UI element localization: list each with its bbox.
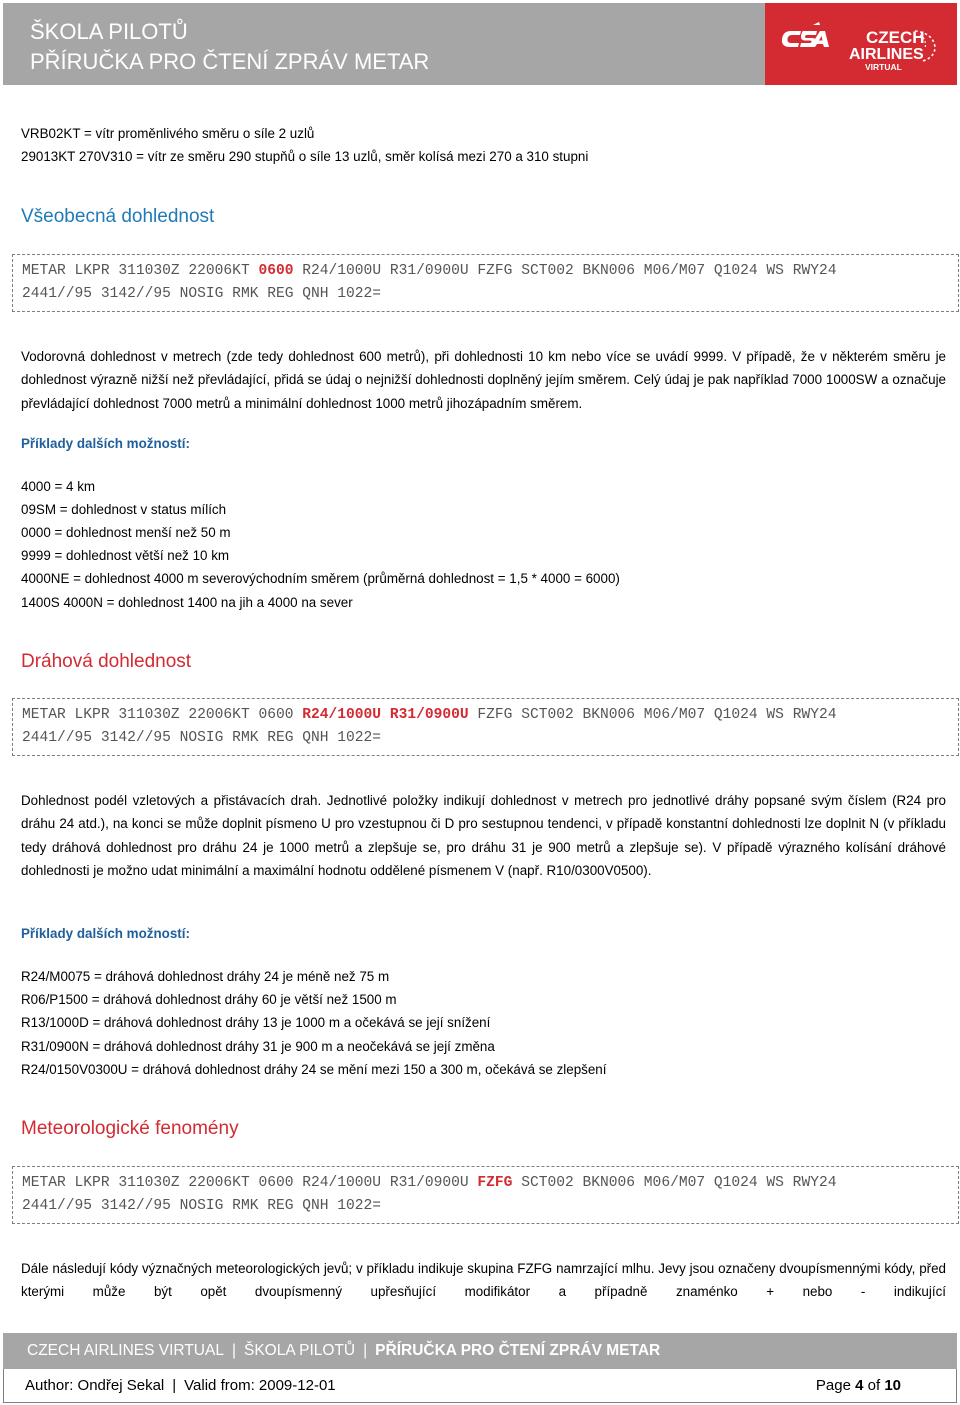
examples-label-visibility: Příklady dalších možností: <box>21 436 190 451</box>
metar-segment: METAR LKPR 311030Z 22006KT 0600 <box>22 707 303 723</box>
section-heading-weather-phenomena: Meteorologické fenomény <box>21 1118 239 1139</box>
logo-word-czech: CZECH <box>866 28 925 47</box>
metar-example-box-visibility <box>12 254 959 312</box>
footer-separator: | <box>363 1342 368 1359</box>
runway-visibility-explanation: Dohlednost podél vzletových a přistávacích drah. Jednotlivé položky indikují dohlednost v metrech pro jednotlivé dráhy popsané svým číslem (R24 pro dráhu 24 atd.), na konci se může doplnit písmeno U pro vzestupnou či D pro sestupnou tendenci, v případě konstantní dohlednosti lze doplnit N (v příkladu tedy dráhová dohlednost pro dráhu 24 je 1000 metrů a zlepšuje se, pro dráhu 31 je 900 metrů a zlepšuje se). V případě výrazného kolísání dráhové dohlednosti je možno udat minimální a maximální hodnotu oddělené písmenem V (např. R10/0300V0500). <box>21 793 946 878</box>
footer-breadcrumb <box>27 1342 660 1360</box>
page-of: of <box>867 1377 881 1394</box>
metar-line-2: 2441//95 3142//95 NOSIG RMK REG QNH 1022= <box>22 730 382 746</box>
metar-segment: R24/1000U R31/0900U FZFG SCT002 BKN006 M06/M07 Q1024 WS RWY24 <box>293 263 837 279</box>
page-number <box>816 1377 901 1394</box>
czech-airlines-virtual-logo <box>765 3 957 85</box>
runway-example: R24/0150V0300U = dráhová dohlednost dráhy 24 se mění mezi 150 a 300 m, očekává se zlepšení <box>21 1062 607 1077</box>
footer-nav-item: ŠKOLA PILOTŮ <box>244 1342 356 1359</box>
metar-line-1 <box>22 1175 836 1191</box>
footer-nav-current: PŘÍRUČKA PRO ČTENÍ ZPRÁV METAR <box>375 1342 661 1359</box>
intro-line-vrb: VRB02KT = vítr proměnlivého směru o síle 2 uzlů <box>21 126 315 141</box>
metar-segment: METAR LKPR 311030Z 22006KT 0600 R24/1000U R31/0900U <box>22 1175 478 1191</box>
section-heading-runway-visibility: Dráhová dohlednost <box>21 651 192 672</box>
metar-segment: METAR LKPR 311030Z 22006KT <box>22 263 259 279</box>
visibility-example: 4000 = 4 km <box>21 479 96 494</box>
metar-line-1 <box>22 263 836 279</box>
logo-word-virtual: VIRTUAL <box>865 62 902 72</box>
metar-line-2: 2441//95 3142//95 NOSIG RMK REG QNH 1022= <box>22 1198 382 1214</box>
intro-line-variable-wind: 29013KT 270V310 = vítr ze směru 290 stupňů o síle 13 uzlů, směr kolísá mezi 270 a 310 stupni <box>21 149 589 164</box>
metar-segment: SCT002 BKN006 M06/M07 Q1024 WS RWY24 <box>512 1175 837 1191</box>
runway-example: R31/0900N = dráhová dohlednost dráhy 31 je 900 m a neočekává se její změna <box>21 1039 495 1054</box>
footer-separator: | <box>172 1377 177 1394</box>
footer-nav-item: CZECH AIRLINES VIRTUAL <box>27 1342 224 1359</box>
logo-graphic <box>765 3 957 85</box>
metar-example-box-phenomena <box>12 1166 959 1224</box>
footer-author: Author: Ondřej Sekal <box>25 1377 165 1394</box>
metar-line-1 <box>22 707 836 723</box>
visibility-example: 1400S 4000N = dohlednost 1400 na jih a 4000 na sever <box>21 595 353 610</box>
runway-example: R24/M0075 = dráhová dohlednost dráhy 24 je méně než 75 m <box>21 969 390 984</box>
metar-example-box-runway <box>12 698 959 756</box>
footer-info-bar <box>3 1369 957 1403</box>
header-title-line1: ŠKOLA PILOTŮ <box>30 19 188 44</box>
metar-line-2: 2441//95 3142//95 NOSIG RMK REG QNH 1022= <box>22 286 382 302</box>
visibility-example: 4000NE = dohlednost 4000 m severovýchodním směrem (průměrná dohlednost = 1,5 * 4000 = 6000) <box>21 571 620 586</box>
runway-example: R13/1000D = dráhová dohlednost dráhy 13 je 1000 m a očekává se její snížení <box>21 1015 491 1030</box>
header-title-line2: PŘÍRUČKA PRO ČTENÍ ZPRÁV METAR <box>30 49 430 74</box>
runway-example: R06/P1500 = dráhová dohlednost dráhy 60 je větší než 1500 m <box>21 992 397 1007</box>
metar-segment: FZFG SCT002 BKN006 M06/M07 Q1024 WS RWY24 <box>468 707 837 723</box>
metar-highlight: R24/1000U R31/0900U <box>302 707 469 723</box>
visibility-example: 0000 = dohlednost menší než 50 m <box>21 525 231 540</box>
weather-phenomena-explanation: Dále následují kódy význačných meteorologických jevů; v příkladu indikuje skupina FZFG namrzající mlhu. Jevy jsou označeny dvoupísmennými kódy, před kterými může být opět dvoupísmenný upřesňující modifikátor a případně znaménko + nebo - indikující <box>21 1261 946 1300</box>
section-heading-general-visibility: Všeobecná dohlednost <box>21 206 215 227</box>
page-current: 4 <box>855 1377 864 1394</box>
footer-navigation-bar <box>3 1333 957 1369</box>
visibility-example: 09SM = dohlednost v status mílích <box>21 502 227 517</box>
visibility-example: 9999 = dohlednost větší než 10 km <box>21 548 230 563</box>
visibility-explanation: Vodorovná dohlednost v metrech (zde tedy dohlednost 600 metrů), při dohlednosti 10 km nebo více se uvádí 9999. V případě, že v některém směru je dohlednost výrazně nižší než převládající, přidá se údaj o nejnižší dohlednosti doplněný jejím směrem. Celý údaj je pak například 7000 1000SW a označuje převládající dohlednost 7000 metrů a minimální dohlednost 1000 metrů jihozápadním směrem. <box>21 349 946 411</box>
examples-label-runway: Příklady dalších možností: <box>21 926 190 941</box>
page-label: Page <box>815 1377 851 1394</box>
footer-meta <box>25 1377 336 1394</box>
logo-word-airlines: AIRLINES <box>849 46 924 63</box>
header-title <box>30 17 429 77</box>
page-total: 10 <box>884 1377 901 1394</box>
footer-separator: | <box>231 1342 236 1359</box>
page-header <box>3 3 957 85</box>
metar-highlight: 0600 <box>258 263 294 279</box>
metar-highlight: FZFG <box>477 1175 513 1191</box>
footer-valid-from: Valid from: 2009-12-01 <box>184 1377 336 1394</box>
